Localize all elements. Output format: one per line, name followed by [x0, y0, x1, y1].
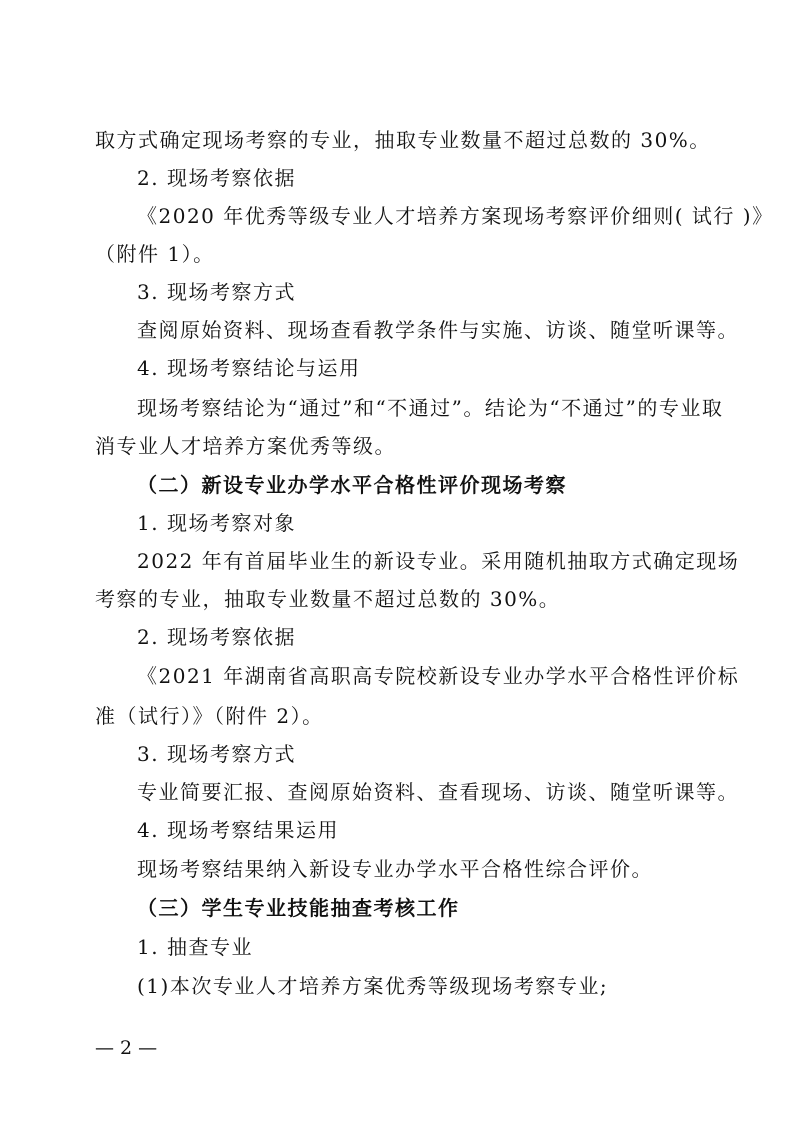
- paragraph-line: 消专业人才培养方案优秀等级。: [95, 434, 396, 458]
- paragraph-line: (1)本次专业人才培养方案优秀等级现场考察专业;: [137, 974, 609, 998]
- paragraph-line: 准（试行）》（附件 2）。: [95, 704, 324, 728]
- page-number: — 2 —: [95, 1037, 158, 1059]
- subheading: 4. 现场考察结论与运用: [137, 356, 361, 380]
- subheading: 3. 现场考察方式: [137, 280, 296, 304]
- subheading: 3. 现场考察方式: [137, 742, 296, 766]
- paragraph-line: 取方式确定现场考察的专业，抽取专业数量不超过总数的 30%。: [95, 128, 711, 152]
- subheading: 1. 抽查专业: [137, 935, 253, 959]
- subheading: 1. 现场考察对象: [137, 511, 296, 535]
- paragraph-line: 考察的专业，抽取专业数量不超过总数的 30%。: [95, 587, 561, 611]
- paragraph-line: 《2020 年优秀等级专业人才培养方案现场考察评价细则( 试行 )》: [137, 204, 774, 228]
- paragraph-line: 现场考察结果纳入新设专业办学水平合格性综合评价。: [137, 857, 653, 881]
- paragraph-line: 专业简要汇报、查阅原始资料、查看现场、访谈、随堂听课等。: [137, 780, 739, 804]
- subheading: 2. 现场考察依据: [137, 166, 296, 190]
- subheading: 4. 现场考察结果运用: [137, 818, 339, 842]
- paragraph-line: 《2021 年湖南省高职高专院校新设专业办学水平合格性评价标: [137, 664, 740, 688]
- paragraph-line: 查阅原始资料、现场查看教学条件与实施、访谈、随堂听课等。: [137, 318, 739, 342]
- paragraph-line: （附件 1）。: [95, 242, 215, 266]
- section-heading: （二）新设专业办学水平合格性评价现场考察: [137, 473, 567, 497]
- paragraph-line: 现场考察结论为“通过”和“不通过”。结论为“不通过”的专业取: [137, 396, 724, 420]
- section-heading: （三）学生专业技能抽查考核工作: [137, 896, 460, 920]
- paragraph-line: 2022 年有首届毕业生的新设专业。采用随机抽取方式确定现场: [137, 549, 740, 573]
- subheading: 2. 现场考察依据: [137, 625, 296, 649]
